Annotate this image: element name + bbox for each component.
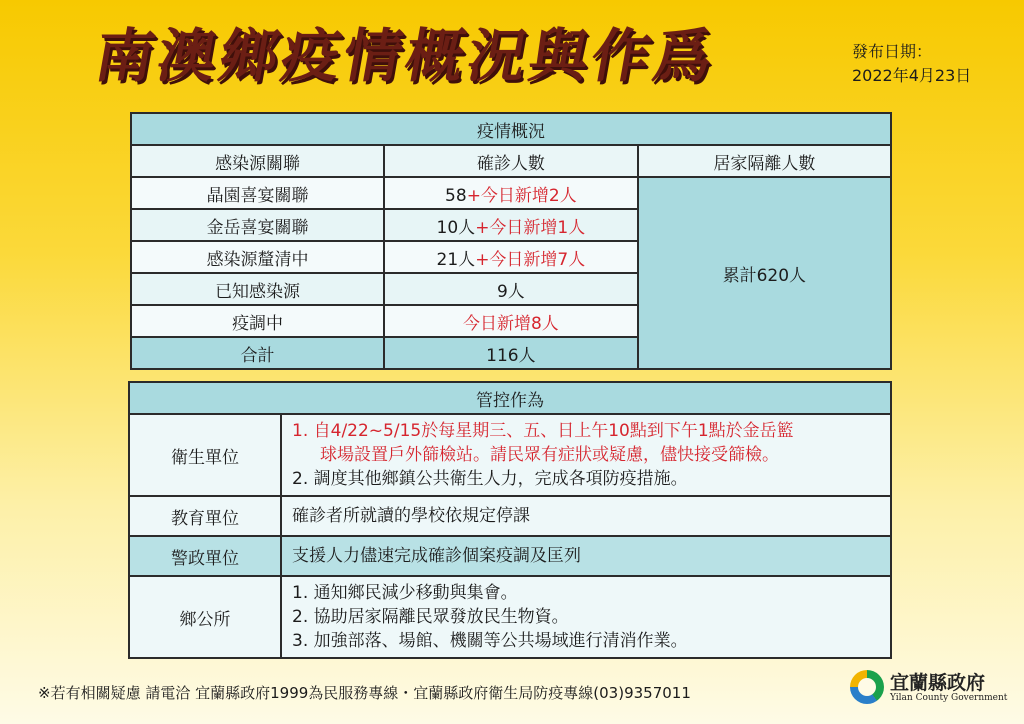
health-item-2: 2. 調度其他鄉鎮公共衛生人力，完成各項防疫措施。 <box>292 469 688 489</box>
confirmed-cell: 10人+今日新增1人 <box>384 209 638 241</box>
source-cell: 晶園喜宴關聯 <box>131 177 384 209</box>
township-unit: 鄉公所 <box>129 576 281 658</box>
yilan-logo-icon <box>850 670 884 704</box>
township-item-3: 3. 加強部落、場館、機關等公共場域進行清消作業。 <box>292 631 688 651</box>
logo-name-cn: 宜蘭縣政府 <box>890 672 986 694</box>
education-unit: 教育單位 <box>129 496 281 536</box>
col-quarantine-header: 居家隔離人數 <box>638 145 891 177</box>
source-cell: 感染源釐清中 <box>131 241 384 273</box>
control-header: 管控作為 <box>129 382 891 414</box>
health-item-1a: 1. 自4/22~5/15於每星期三、五、日上午10點到下午1點於金岳籃 <box>292 421 794 441</box>
source-cell: 金岳喜宴關聯 <box>131 209 384 241</box>
footer-note: ※若有相關疑慮 請電洽 宜蘭縣政府1999為民服務專線・宜蘭縣政府衛生局防疫專線(03)9357011 <box>38 684 691 702</box>
township-content <box>281 576 891 658</box>
col-confirmed-header: 確診人數 <box>384 145 638 177</box>
confirmed-cell: 21人+今日新增7人 <box>384 241 638 273</box>
table-row <box>131 177 891 209</box>
township-item-1: 1. 通知鄉民減少移動與集會。 <box>292 583 518 603</box>
page-title: 南澳鄉疫情概況與作爲 <box>90 22 723 90</box>
health-unit: 衛生單位 <box>129 414 281 496</box>
source-cell: 已知感染源 <box>131 273 384 305</box>
health-content <box>281 414 891 496</box>
col-source-header: 感染源關聯 <box>131 145 384 177</box>
overview-table <box>130 112 892 370</box>
confirmed-cell: 9人 <box>384 273 638 305</box>
health-item-1b: 球場設置戶外篩檢站。請民眾有症狀或疑慮，儘快接受篩檢。 <box>320 445 779 465</box>
total-value: 116人 <box>384 337 638 369</box>
overview-header: 疫情概況 <box>131 113 891 145</box>
control-table <box>128 381 892 659</box>
police-content: 支援人力儘速完成確診個案疫調及匡列 <box>281 536 891 576</box>
police-unit: 警政單位 <box>129 536 281 576</box>
total-label: 合計 <box>131 337 384 369</box>
logo-name-en: Yilan County Government <box>890 693 1008 703</box>
quarantine-total: 累計620人 <box>638 177 891 369</box>
confirmed-cell: 58+今日新增2人 <box>384 177 638 209</box>
publish-date <box>852 40 971 88</box>
publish-date-value: 2022年4月23日 <box>852 66 972 85</box>
source-cell: 疫調中 <box>131 305 384 337</box>
education-content: 確診者所就讀的學校依規定停課 <box>281 496 891 536</box>
confirmed-cell: 今日新增8人 <box>384 305 638 337</box>
township-item-2: 2. 協助居家隔離民眾發放民生物資。 <box>292 607 569 627</box>
publish-label: 發布日期： <box>852 42 933 61</box>
government-logo <box>850 668 1008 708</box>
